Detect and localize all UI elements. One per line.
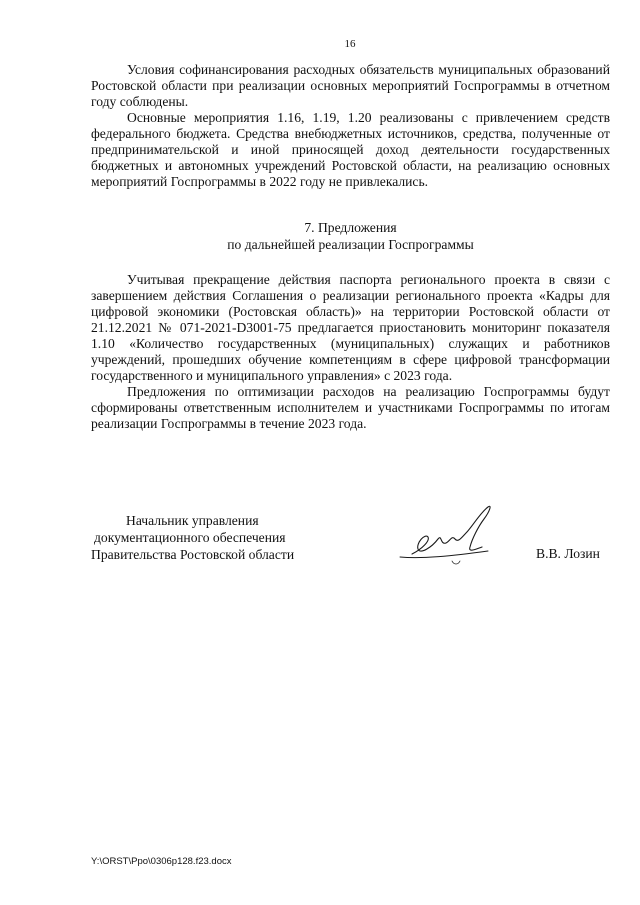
paragraph-federal-funds: Основные мероприятия 1.16, 1.19, 1.20 реализованы с привлечением средств федерального бюджета. Средства внебюджетных источников, средства, полученные от предпринимательской и иной приносящей доход деятельности государственных бюджетных и автономных учреждений Ростовской области, на реализацию основных мероприятий Госпрограммы в 2022 году не привлекались. [91,110,610,189]
position-line-3: Правительства Ростовской области [91,547,295,562]
section-title-number: 7. Предложения [304,220,397,235]
section-title-text: по дальнейшей реализации Госпрограммы [227,237,474,252]
body-text-top [91,62,610,190]
body-text-proposals [91,272,610,432]
page-number: 16 [344,38,356,50]
signatory-name: В.В. Лозин [536,546,600,561]
file-path: Y:\ORST\Ppo\0306p128.f23.docx [91,856,232,867]
paragraph-cofinancing: Условия софинансирования расходных обязательств муниципальных образований Ростовской области при реализации основных мероприятий Госпрограммы в отчетном году соблюдены. [91,62,610,109]
paragraph-monitoring-suspension: Учитывая прекращение действия паспорта регионального проекта в связи с завершением действия Соглашения о реализации регионального проекта «Кадры для цифровой экономики (Ростовская область)» на территории Ростовской области от 21.12.2021 № 071-2021-D3001-75 предлагается приостановить мониторинг показателя 1.10 «Количество государственных (муниципальных) служащих и работников учреждений, прошедших обучение компетенциям в сфере цифровой трансформации государственного и муниципального управления» с 2023 года. [91,272,610,383]
paragraph-optimization: Предложения по оптимизации расходов на реализацию Госпрограммы будут сформированы ответственным исполнителем и участниками Госпрограммы по итогам реализации Госпрограммы в течение 2023 года. [91,384,610,431]
section-heading [91,219,610,253]
position-line-1: Начальник управления [126,513,259,528]
handwritten-signature [392,499,502,579]
signatory-position [91,512,294,563]
position-line-2: документационного обеспечения [94,530,286,545]
